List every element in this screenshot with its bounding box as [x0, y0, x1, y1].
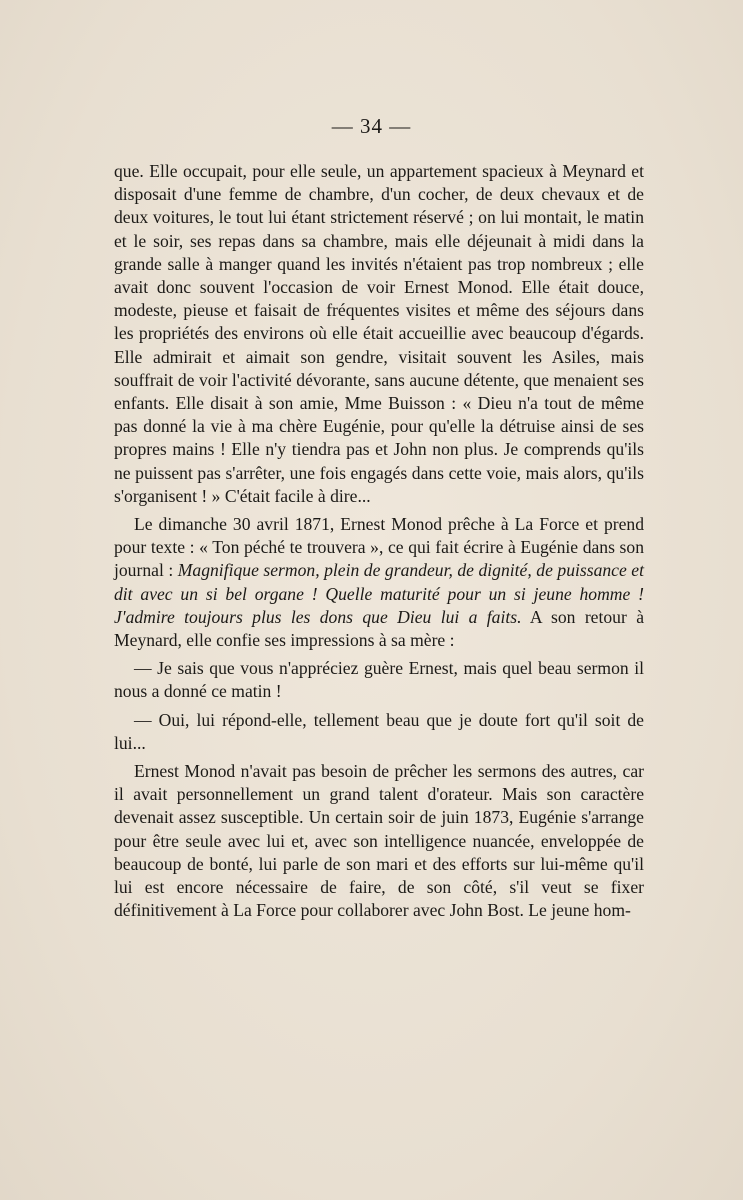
paragraph-2-start: Le dimanche 30 avril 1871, Ernest Monod prêche à La Force et prend pour texte : « Ton péché te trouvera », ce qui fait écrire à Eugénie dans son journal :	[114, 514, 644, 581]
page-number: — 34 —	[331, 114, 412, 138]
paragraph-5: Ernest Monod n'avait pas besoin de prêcher les sermons des autres, car il avait personnellement un grand talent d'orateur. Mais son caractère devenait assez susceptible. Un certain soir de juin 1873, Eugénie s'arrange pour être seule avec lui et, avec son intelligence nuancée, enveloppée de beaucoup de bonté, lui parle de son mari et des efforts sur lui-même qu'il lui est encore nécessaire de faire, de son côté, s'il veut se fixer définitivement à La Force pour collaborer avec John Bost. Le jeune hom-	[114, 761, 644, 921]
body-text	[114, 160, 644, 928]
paragraph-2	[114, 513, 644, 652]
dialogue-line-2: — Oui, lui répond-elle, tellement beau que je doute fort qu'il soit de lui...	[114, 709, 644, 753]
paragraph-2-end: A son retour à Meynard, elle confie ses impressions à sa mère :	[114, 606, 645, 651]
paragraph-1: que. Elle occupait, pour elle seule, un appartement spacieux à Meynard et disposait d'une femme de chambre, d'un cocher, de deux chevaux et de deux voitures, le tout lui étant strictement réservé ; on lui montait, le matin et le soir, ses repas dans sa chambre, mais elle déjeunait à midi dans la grande salle à manger quand les invités n'étaient pas trop nombreux ; elle avait donc souvent l'occasion de voir Ernest Monod. Elle était douce, modeste, pieuse et faisait de fréquentes visites et même des séjours dans les propriétés des environs où elle était accueillie avec beaucoup d'égards. Elle admirait et aimait son gendre, visitait souvent les Asiles, mais souffrait de voir l'activité dévorante, sans aucune détente, que menaient ses enfants. Elle disait à son amie, Mme Buisson : « Dieu n'a tout de même pas donné la vie à ma chère Eugénie, pour qu'elle la détruise ainsi de ses propres mains ! Elle n'y tiendra pas et John non plus. Je comprends qu'ils ne puissent pas s'arrêter, une fois engagés dans cette voie, mais alors, qu'ils s'organisent ! » C'était facile à dire...	[114, 161, 644, 506]
journal-quote: Magnifique sermon, plein de grandeur, de dignité, de puissance et dit avec un si bel organe ! Quelle maturité pour un si jeune homme ! J'admire toujours plus les dons que Dieu lui a faits.	[114, 560, 644, 627]
dialogue-line-1: — Je sais que vous n'appréciez guère Ernest, mais quel beau sermon il nous a donné ce matin !	[114, 658, 644, 702]
